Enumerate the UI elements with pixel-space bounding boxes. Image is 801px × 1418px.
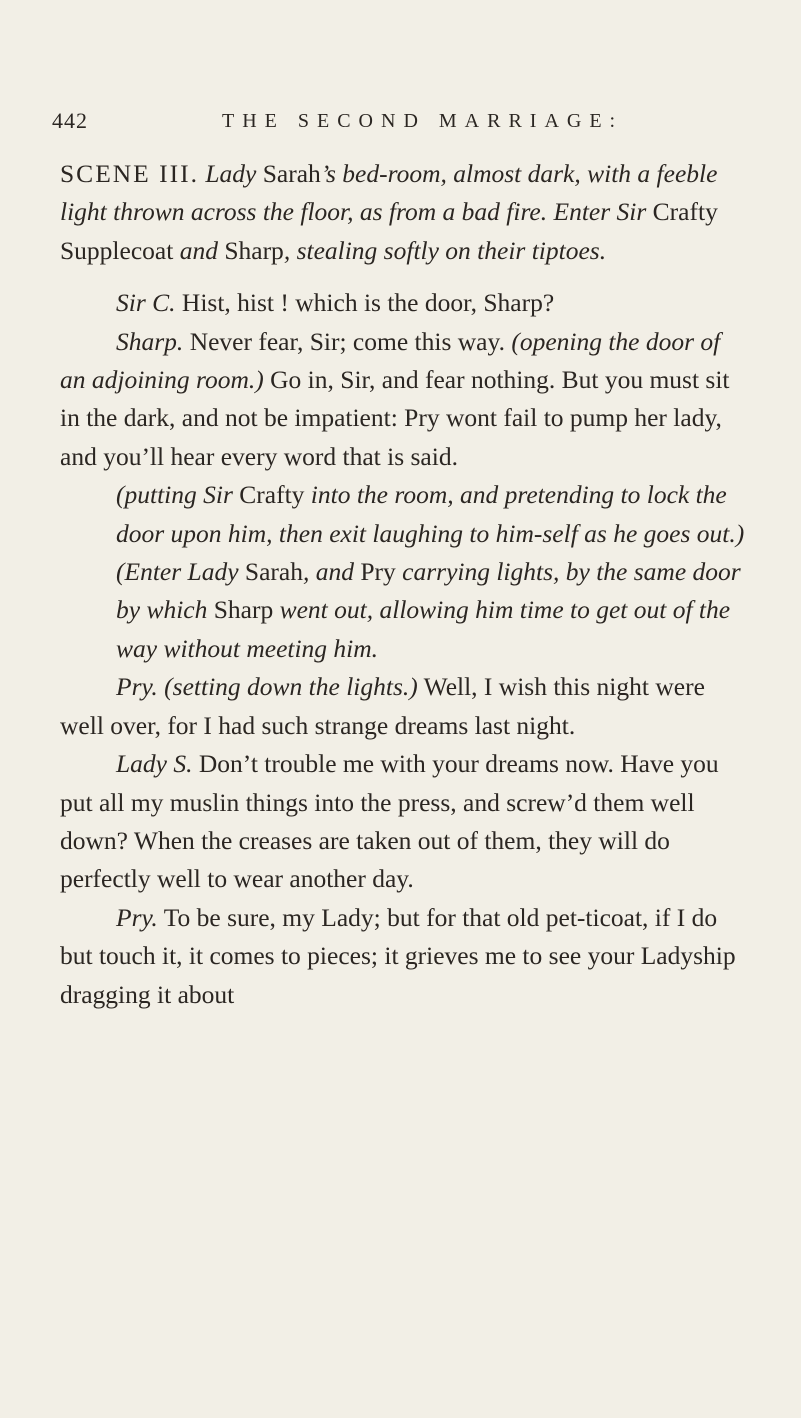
speech-sharp	[60, 323, 748, 477]
speech-sir-c	[60, 284, 748, 322]
speech-lady-s	[60, 745, 748, 899]
speaker-name: Pry.	[116, 672, 158, 702]
stage-direction: (opening the door of an adjoining room.)	[60, 326, 721, 395]
speech-text: Go in, Sir, and fear nothing. But you must sit in the dark, and not be impatient: Pry wont fail to pump her lady, and you’ll hear every word that is said.	[60, 365, 730, 471]
speaker-name: Lady S.	[116, 749, 193, 779]
speaker-name: Pry.	[116, 902, 158, 932]
speech-text: Don’t trouble me with your dreams now. Have you put all my muslin things into the press, and screw’d them well down? When the creases are taken out of them, they will do perfectly well to wear another day.	[60, 749, 719, 894]
speech-pry-2	[60, 899, 748, 1014]
stage-direction-block: (putting Sir Crafty into the room, and pretending to lock the door upon him, then exit laughing to him-self as he goes out.)	[116, 480, 745, 548]
speech-text: Hist, hist ! which is the door, Sharp?	[175, 288, 555, 318]
stage-direction: (setting down the lights.)	[157, 672, 418, 702]
speaker-name: Sir C.	[116, 288, 176, 318]
speech-pry-1	[60, 668, 748, 745]
speech-text: To be sure, my Lady; but for that old pet-ticoat, if I do but touch it, it comes to pieces; it grieves me to see your Ladyship dragging it about	[60, 902, 736, 1009]
speaker-name: Sharp.	[116, 326, 184, 356]
stage-direction: Lady Sarah’s bed-room, almost dark, with a feeble light thrown across the floor, as from a bad fire. Enter Sir Crafty Supplecoat and Sharp, stealing softly on their tiptoes.	[60, 159, 718, 265]
speech-text: Never fear, Sir; come this way.	[183, 326, 512, 356]
page-number: 442	[52, 108, 88, 133]
scene-heading	[60, 155, 748, 270]
stage-direction-enter: (Enter Lady Sarah, and Pry carrying lights, by the same door by which Sharp went out, allowing him time to get out of the way without meeting him.	[116, 557, 741, 663]
running-head: THE SECOND MARRIAGE:	[222, 110, 624, 132]
play-text	[60, 155, 748, 1014]
speech-text: Well, I wish this night were well over, for I had such strange dreams last night.	[60, 672, 705, 740]
scene-label: SCENE III.	[60, 159, 199, 188]
